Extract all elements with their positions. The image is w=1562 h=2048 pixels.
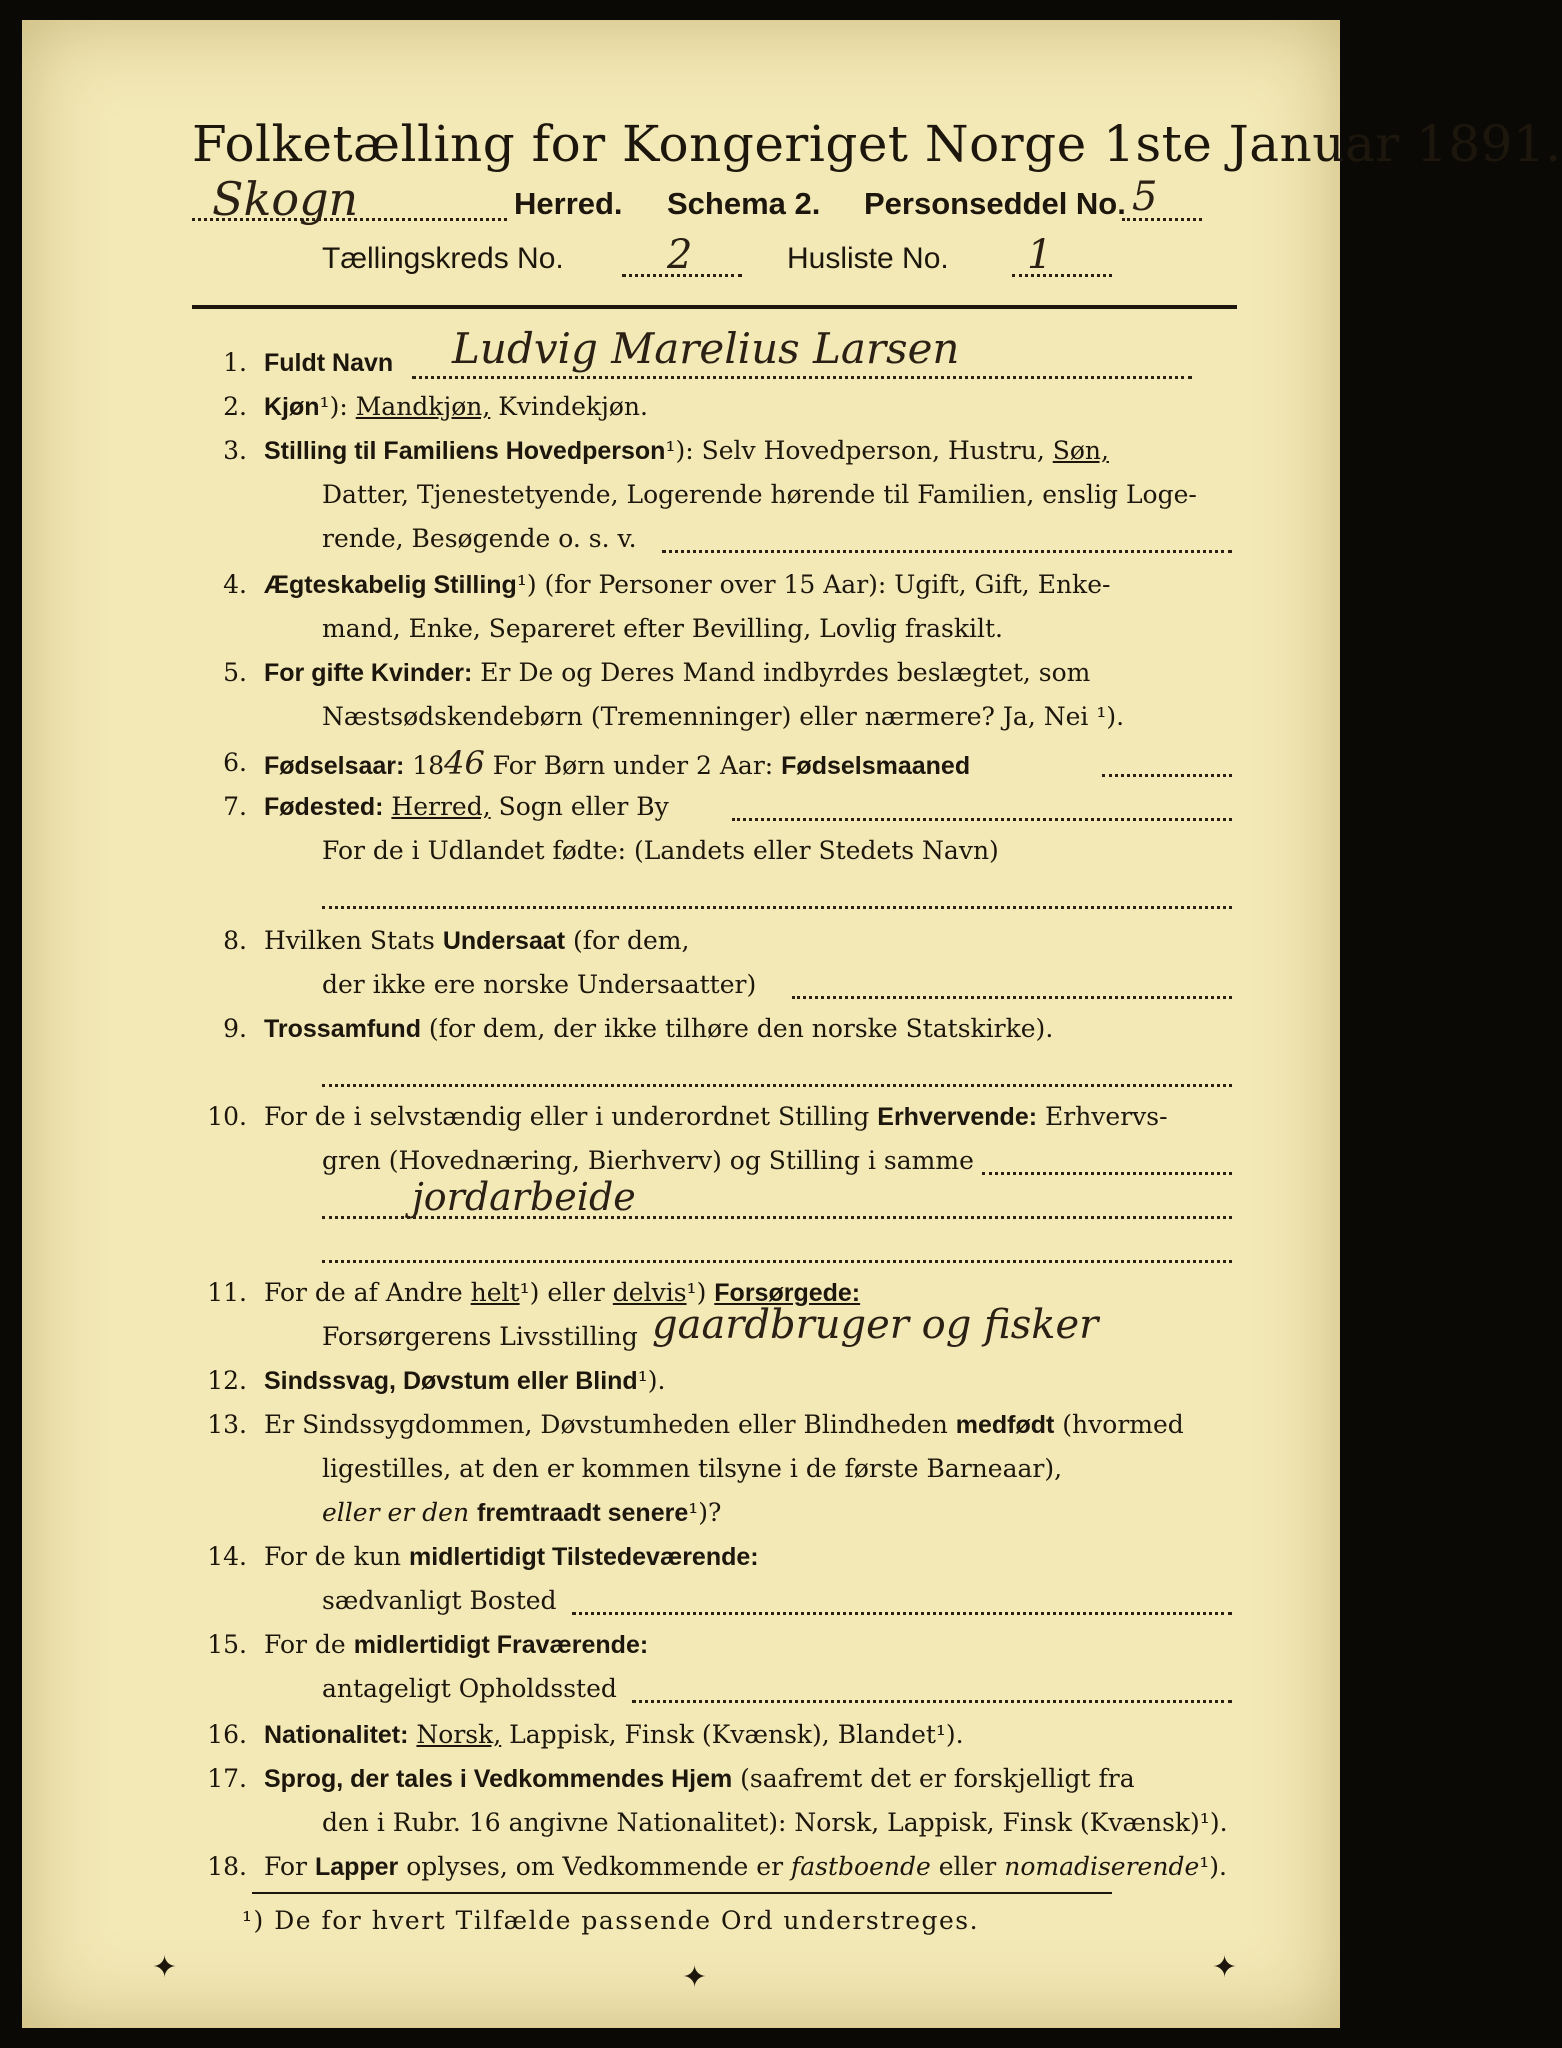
row-number: 7. [223,792,247,821]
row-label: Forsørgede: [714,1279,861,1307]
row-text: Er Sindssygdommen, Døvstumheden eller Blindheden [264,1410,956,1439]
row-text: Kvindekjøn. [490,392,648,421]
dotted-line [412,376,1192,379]
herred-label: Herred. [514,186,623,221]
husliste-label: Husliste No. [787,242,949,275]
row-number: 1. [223,348,247,377]
row-number: 2. [223,392,247,421]
row-text: Er De og Deres Mand indbyrdes beslægtet, som [472,658,1091,687]
binding-mark-icon: ✦ [152,1950,178,1985]
row-text: ¹)? [688,1498,722,1527]
row-text: Datter, Tjenestetyende, Logerende hørende til Familien, enslig Loge- [322,480,1197,509]
selected-option: Herred, [391,792,491,821]
row-text: Næstsødskendebørn (Tremenninger) eller nærmere? Ja, Nei ¹). [322,702,1125,731]
row-number: 13. [207,1410,247,1439]
dotted-line [1122,218,1202,221]
row-text: nomadiserende [1004,1852,1200,1881]
row-number: 5. [223,658,247,687]
herred-name: Skogn [212,172,359,226]
full-name-value: Ludvig Marelius Larsen [452,324,960,373]
selected-option: Norsk, [416,1720,502,1749]
row-number: 16. [207,1720,247,1749]
row-text: Sogn eller By [490,792,669,821]
row-number: 12. [207,1366,247,1395]
row-number: 4. [223,570,247,599]
row-label: Sindssvag, Døvstum eller Blind [264,1367,638,1395]
selected-option: helt [470,1278,520,1307]
row-text: den i Rubr. 16 angivne Nationalitet): Norsk, Lappisk, Finsk (Kvænsk)¹). [322,1808,1228,1837]
row-text: ¹) [686,1278,715,1307]
row-text: sædvanligt Bosted [322,1586,557,1615]
row-text: ¹) (for Personer over 15 Aar): Ugift, Gift, Enke- [516,570,1111,599]
dotted-line [1012,274,1112,277]
kreds-label: Tællingskreds No. [322,242,564,275]
row-label: midlertidigt Tilstedeværende: [408,1543,759,1571]
husliste-number: 1 [1027,232,1053,278]
row-label: medfødt [955,1411,1055,1439]
row-number: 18. [207,1852,247,1881]
row-label: Undersaat [442,927,566,955]
schema-label: Schema 2. [667,186,821,221]
row-number: 14. [207,1542,247,1571]
row-text: For Børn under 2 Aar: [484,751,782,780]
row-label: Stilling til Familiens Hovedperson [264,437,666,465]
header-rule [192,305,1237,309]
dotted-line [322,1084,1232,1087]
row-10-line-3 [192,1175,1262,1226]
census-form [22,20,1562,2028]
row-7-line-3 [192,874,1262,916]
row-label: Erhvervende: [877,1103,1038,1131]
row-label: Lapper [314,1853,399,1881]
selected-option: delvis [612,1278,687,1307]
row-label: Ægteskabelig Stilling [264,571,517,599]
row-text: Forsørgerens Livsstilling [322,1322,638,1351]
row-label: Fødselsmaaned [781,752,971,780]
selected-option: Mandkjøn, [355,392,491,421]
dotted-line [632,1700,1232,1703]
birth-year-value: 46 [444,744,485,782]
dotted-line [322,906,1232,909]
header-line-kreds [322,232,1222,290]
row-text: rende, Besøgende o. s. v. [322,524,637,553]
row-text: ¹) eller [519,1278,613,1307]
row-number: 3. [223,436,247,465]
header-line-herred [192,172,1242,230]
footnote: ¹) De for hvert Tilfælde passende Ord understreges. [242,1906,980,1935]
binding-mark-icon: ✦ [682,1960,708,1995]
row-text: For de i selvstændig eller i underordnet Stilling [264,1102,878,1131]
row-text: (hvormed [1054,1410,1184,1439]
row-number: 8. [223,926,247,955]
row-number: 11. [207,1278,247,1307]
dotted-line [1102,774,1232,777]
selected-option: Søn, [1052,436,1109,465]
row-text: der ikke ere norske Undersaatter) [322,970,757,999]
row-text: For de i Udlandet fødte: (Landets eller Stedets Navn) [322,836,999,865]
row-label: Sprog, der tales i Vedkommendes Hjem [264,1765,733,1793]
row-label: Fødested: [264,793,384,821]
row-text: For de [264,1630,354,1659]
dotted-line [792,996,1232,999]
row-text: antageligt Opholdssted [322,1674,617,1703]
row-number: 15. [207,1630,247,1659]
row-text: gren (Hovednæring, Bierhverv) og Stilling i samme [322,1146,974,1175]
personseddel-number: 5 [1132,174,1158,220]
row-text: (for dem, [565,926,690,955]
row-label: fremtraadt senere [477,1499,689,1527]
kreds-number: 2 [667,232,693,278]
row-text: For de kun [264,1542,409,1571]
form-title: Folketælling for Kongeriget Norge 1ste Januar 1891. [192,115,1562,173]
row-label: Fuldt Navn [264,349,394,377]
row-text: oplyses, om Vedkommende er [398,1852,791,1881]
provider-occupation-value: gaardbruger og fisker [652,1302,1099,1348]
row-label: Kjøn [264,393,320,421]
row-label: Nationalitet: [264,1721,409,1749]
dotted-line [662,550,1232,553]
dotted-line [622,274,742,277]
dotted-line [322,1260,1232,1263]
row-text: ¹). [1199,1852,1227,1881]
row-number: 6. [223,748,247,777]
binding-mark-icon: ✦ [1212,1950,1238,1985]
row-number: 9. [223,1014,247,1043]
dotted-line [982,1172,1232,1175]
row-text: ligestilles, at den er kommen tilsyne i de første Barneaar), [322,1454,1063,1483]
row-label: Fødselsaar: [264,752,405,780]
row-text: ¹). [637,1366,666,1395]
dotted-line [732,818,1232,821]
row-text: fastboende [790,1852,931,1881]
occupation-value: jordarbeide [412,1175,636,1219]
row-10-line-4 [192,1228,1262,1270]
dotted-line [322,1216,1232,1219]
footnote-rule [252,1892,1112,1894]
row-label: midlertidigt Fraværende: [353,1631,649,1659]
row-text: 18 [404,751,445,780]
row-text: ¹): [319,392,356,421]
row-label: Trossamfund [264,1015,421,1043]
dotted-line [192,218,507,221]
row-9-line-2 [192,1052,1262,1094]
row-text: ¹): Selv Hovedperson, Hustru, [665,436,1053,465]
row-number: 10. [207,1102,247,1131]
row-label: For gifte Kvinder: [264,659,473,687]
row-text: Erhvervs- [1037,1102,1168,1131]
row-text: For de af Andre [264,1278,471,1307]
dotted-line [572,1612,1232,1615]
row-text: eller er den [322,1498,478,1527]
personseddel-label: Personseddel No. [864,186,1126,221]
row-text: For [264,1852,315,1881]
row-text: (for dem, der ikke tilhøre den norske Statskirke). [420,1014,1054,1043]
row-number: 17. [207,1764,247,1793]
row-text: Lappisk, Finsk (Kvænsk), Blandet¹). [501,1720,964,1749]
row-text: Hvilken Stats [264,926,443,955]
row-text: (saafremt det er forskjelligt fra [732,1764,1135,1793]
row-1 [192,324,1262,392]
row-text: eller [930,1852,1005,1881]
row-text: mand, Enke, Separeret efter Bevilling, Lovlig fraskilt. [322,614,1003,643]
